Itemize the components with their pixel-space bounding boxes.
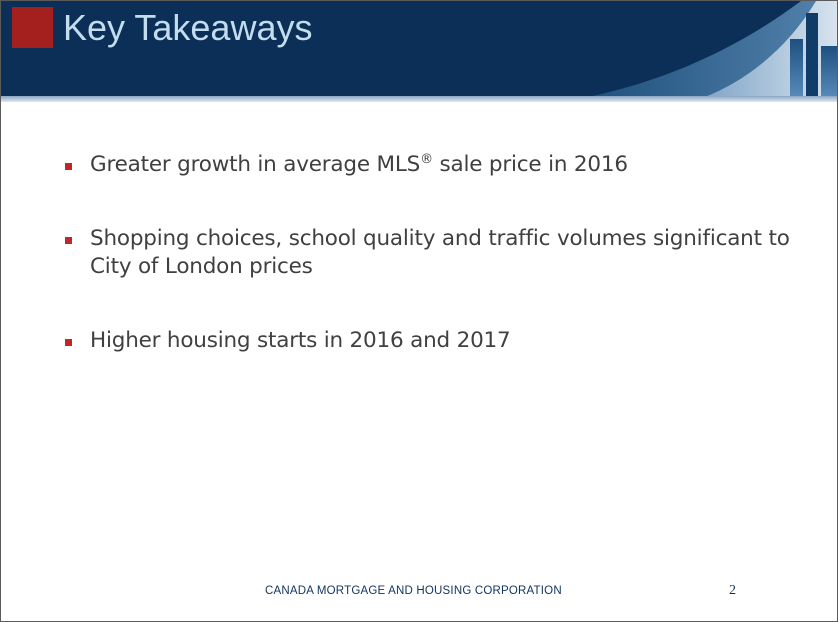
bullet-square-icon xyxy=(65,237,72,244)
page-number: 2 xyxy=(729,583,736,598)
bullet-list xyxy=(63,151,803,355)
slide-title: Key Takeaways xyxy=(63,7,313,48)
title-accent-square xyxy=(12,7,53,48)
bullet-square-icon xyxy=(65,339,72,346)
bullet-item xyxy=(63,225,803,281)
bullet-text: Higher housing starts in 2016 and 2017 xyxy=(90,328,511,353)
bullet-text: Shopping choices, school quality and traffic volumes significant to City of London prices xyxy=(90,226,790,279)
slide-header xyxy=(1,1,837,102)
footer-organization: CANADA MORTGAGE AND HOUSING CORPORATION xyxy=(265,585,562,597)
header-divider xyxy=(1,96,837,102)
bullet-text: Greater growth in average MLS® sale price in 2016 xyxy=(90,151,628,177)
bullet-square-icon xyxy=(65,163,72,170)
registered-mark: ® xyxy=(420,151,433,167)
bullet-item xyxy=(63,327,803,355)
bullet-item xyxy=(63,151,803,179)
